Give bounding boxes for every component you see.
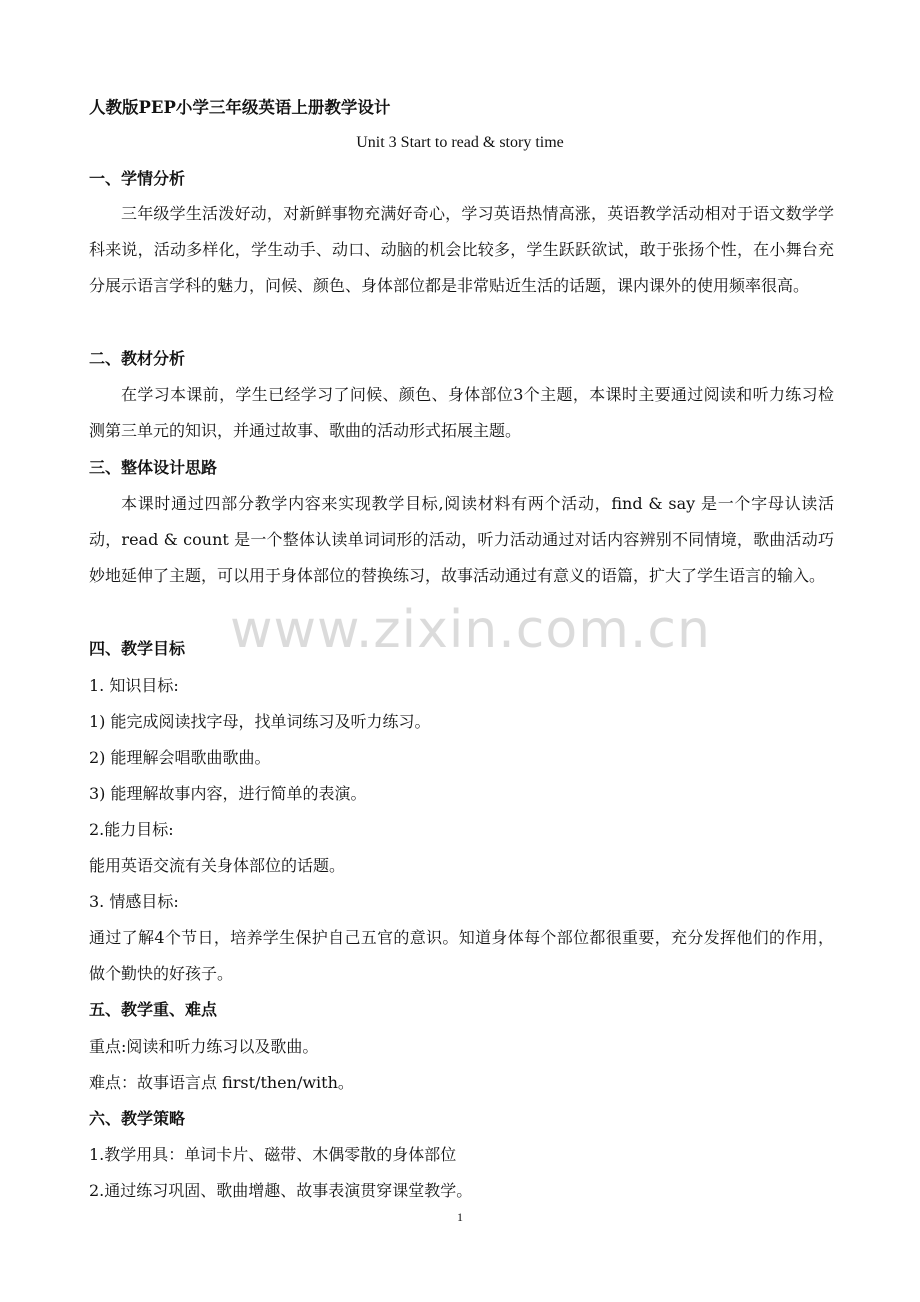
section-heading-learner-analysis: 一、学情分析 — [89, 169, 186, 188]
section-heading-key-points: 五、教学重、难点 — [89, 1000, 218, 1019]
strategy-item: 1.教学用具：单词卡片、磁带、木偶零散的身体部位 — [89, 1145, 457, 1164]
section-heading-design-approach: 三、整体设计思路 — [89, 458, 218, 477]
watermark-text: www.zixin.com.cn — [230, 600, 711, 660]
document-title: 人教版PEP小学三年级英语上册教学设计 — [89, 98, 391, 117]
objective-emotional-body: 通过了解4个节日，培养学生保护自己五官的意识。知道身体每个部位都很重要，充分发挥他们的作用，做个勤快的好孩子。 — [89, 928, 834, 983]
difficult-point-item: 难点：故事语言点 first/then/with。 — [89, 1073, 354, 1092]
objective-item: 3) 能理解故事内容，进行简单的表演。 — [89, 784, 367, 803]
section-body-design-approach: 本课时通过四部分教学内容来实现教学目标,阅读材料有两个活动，find & say 是一个字母认读活动，read & count 是一个整体认读单词词形的活动，听力活动通过对话内容辨别不同情境，歌曲活动巧妙地延伸了主题，可以用于身体部位的替换练习，故事活动通过有意义的语篇，扩大了学生语言的输入。 — [89, 494, 834, 585]
objective-item: 1. 知识目标: — [89, 676, 179, 695]
section-heading-material-analysis: 二、教材分析 — [89, 349, 186, 368]
strategy-item: 2.通过练习巩固、歌曲增趣、故事表演贯穿课堂教学。 — [89, 1181, 473, 1200]
section-body-learner-analysis: 三年级学生活泼好动，对新鲜事物充满好奇心，学习英语热情高涨，英语教学活动相对于语文数学学科来说，活动多样化，学生动手、动口、动脑的机会比较多，学生跃跃欲试，敢于张扬个性，在小舞台充分展示语言学科的魅力，问候、颜色、身体部位都是非常贴近生活的话题，课内课外的使用频率很高。 — [89, 204, 834, 295]
document-subtitle: Unit 3 Start to read & story time — [356, 134, 564, 151]
key-point-item: 重点:阅读和听力练习以及歌曲。 — [89, 1037, 319, 1056]
objective-item: 2) 能理解会唱歌曲歌曲。 — [89, 748, 271, 767]
page-number: 1 — [457, 1210, 463, 1224]
section-body-material-analysis: 在学习本课前，学生已经学习了问候、颜色、身体部位3个主题，本课时主要通过阅读和听力练习检测第三单元的知识，并通过故事、歌曲的活动形式拓展主题。 — [89, 385, 834, 440]
objective-item: 3. 情感目标: — [89, 892, 179, 911]
objective-item: 2.能力目标: — [89, 820, 174, 839]
objective-item: 能用英语交流有关身体部位的话题。 — [89, 856, 346, 875]
section-heading-objectives: 四、教学目标 — [89, 639, 186, 658]
section-heading-strategies: 六、教学策略 — [89, 1109, 186, 1128]
objective-item: 1) 能完成阅读找字母，找单词练习及听力练习。 — [89, 712, 431, 731]
